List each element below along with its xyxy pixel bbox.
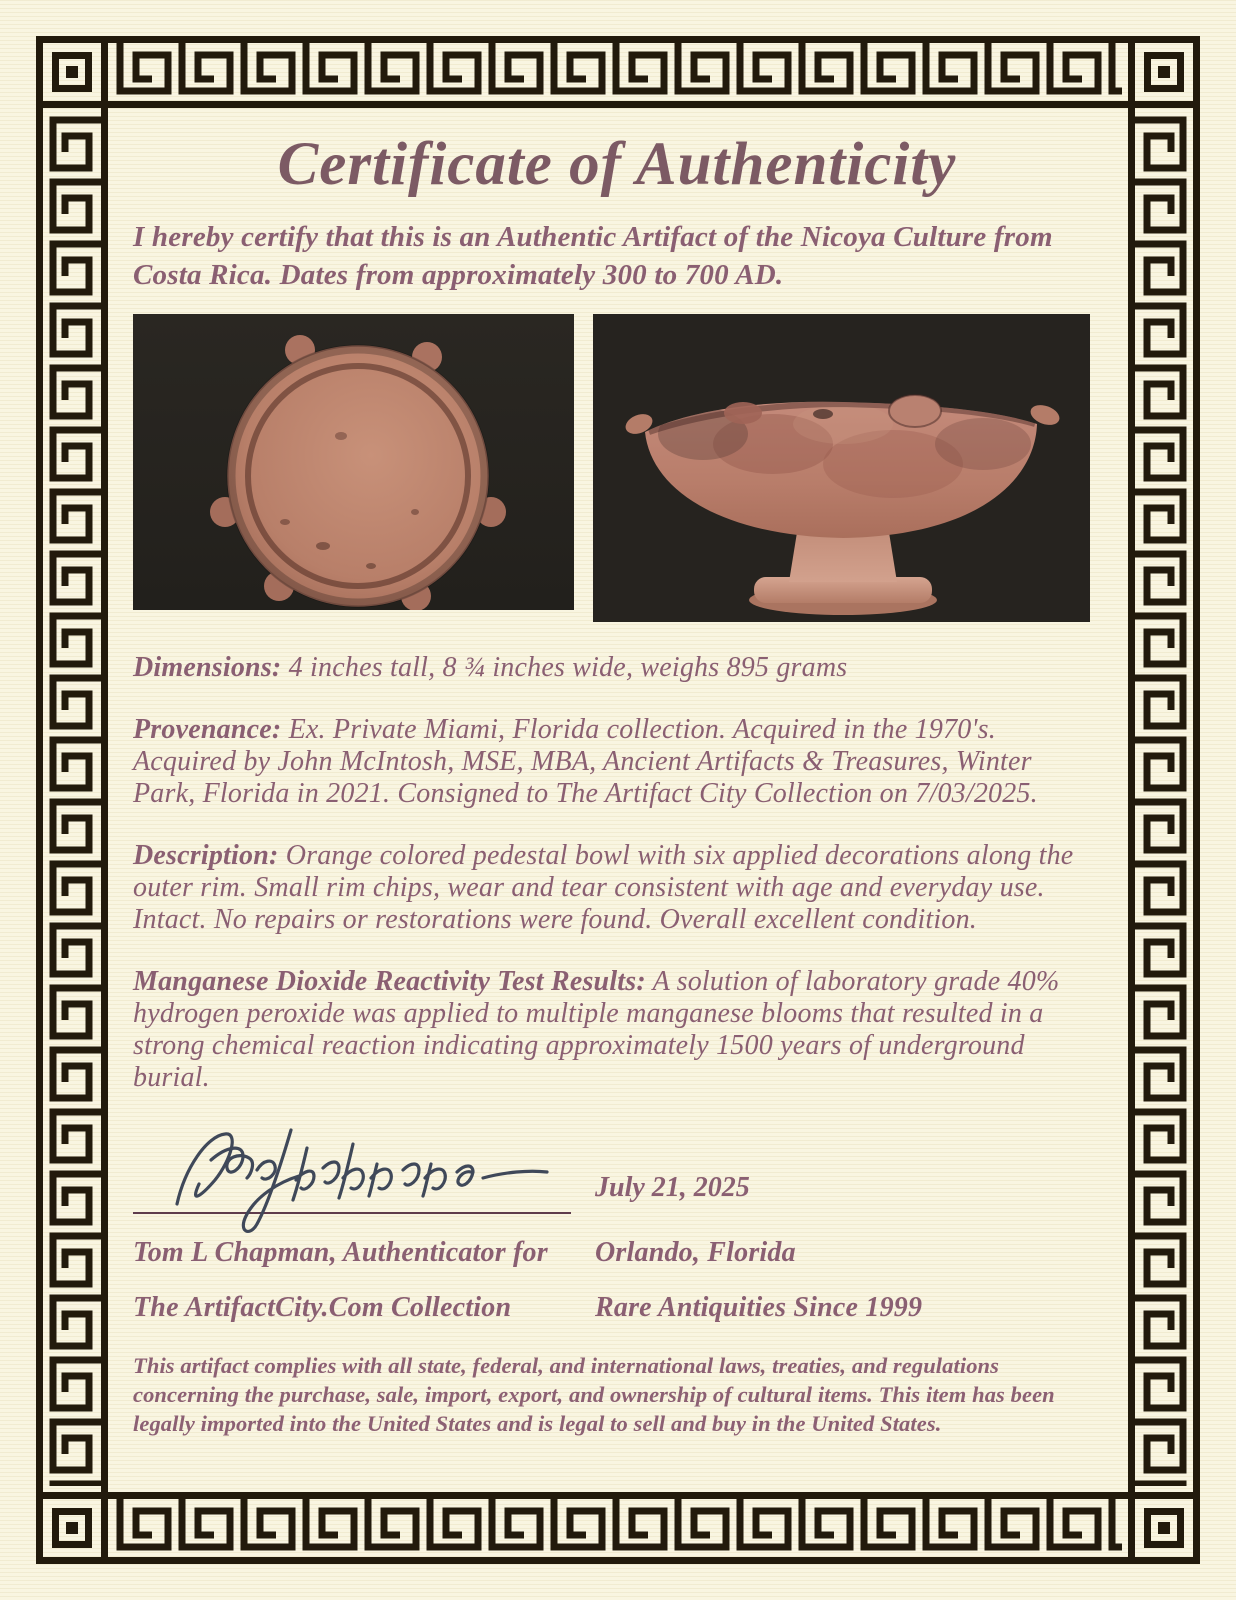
dimensions-section bbox=[133, 652, 1101, 684]
border-corner-top-left bbox=[40, 40, 105, 105]
page-title: Certificate of Authenticity bbox=[277, 131, 957, 198]
certificate-content bbox=[133, 118, 1101, 1438]
description-section bbox=[133, 840, 1101, 936]
legal-compliance-text: This artifact complies with all state, federal, and international laws, treaties, and regulations concerning the purchase, sale, import, export, and ownership of cultural items. This item has been legally imported into the United States and is legal to sell and buy in the United States. bbox=[133, 1352, 1055, 1436]
description-text: Orange colored pedestal bowl with six applied decorations along the outer rim. Small rim chips, wear and tear consistent with age and everyday use. Intact. No repairs or restorations were found. Overall excellent condition. bbox=[133, 839, 1074, 935]
collection-name: The ArtifactCity.Com Collection bbox=[133, 1291, 512, 1323]
border-corner-bottom-left bbox=[40, 1496, 105, 1561]
artifact-photos bbox=[133, 314, 1101, 622]
dimensions-label: Dimensions: bbox=[133, 651, 282, 683]
collection-tagline: Rare Antiquities Since 1999 bbox=[595, 1291, 923, 1323]
description-label: Description: bbox=[133, 839, 279, 871]
certificate-date: July 21, 2025 bbox=[595, 1171, 750, 1203]
signature-handwriting bbox=[159, 1116, 559, 1228]
authenticator-name: Tom L Chapman, Authenticator for bbox=[133, 1236, 548, 1268]
provenance-section bbox=[133, 714, 1101, 810]
collection-row bbox=[133, 1292, 1101, 1324]
border-corner-bottom-right bbox=[1132, 1496, 1197, 1561]
artifact-top-view-image bbox=[133, 314, 574, 610]
authenticator-row bbox=[133, 1237, 1101, 1269]
certificate-location: Orlando, Florida bbox=[595, 1236, 796, 1268]
test-results-section bbox=[133, 966, 1101, 1094]
signature-line bbox=[133, 1118, 571, 1214]
border-corner-top-right bbox=[1132, 40, 1197, 105]
dimensions-text: 4 inches tall, 8 ¾ inches wide, weighs 895 grams bbox=[288, 651, 848, 683]
test-results-label: Manganese Dioxide Reactivity Test Results: bbox=[133, 965, 646, 997]
signature-block bbox=[133, 1118, 1101, 1214]
provenance-label: Provenance: bbox=[133, 713, 282, 745]
test-results-text: A solution of laboratory grade 40% hydrogen peroxide was applied to multiple manganese blooms that resulted in a strong chemical reaction indicating approximately 1500 years of underground burial. bbox=[133, 965, 1060, 1093]
artifact-photo-top-view bbox=[133, 314, 574, 610]
artifact-side-view-image bbox=[593, 314, 1090, 622]
certification-statement: I hereby certify that this is an Authentic Artifact of the Nicoya Culture from Costa Rica. Dates from approximately 300 to 700 AD. bbox=[133, 220, 1053, 291]
provenance-text: Ex. Private Miami, Florida collection. Acquired in the 1970's. Acquired by John McIntosh, MSE, MBA, Ancient Artifacts & Treasures, Winter Park, Florida in 2021. Consigned to The Artifact City Collection on 7/03/2025. bbox=[133, 713, 1038, 809]
artifact-photo-side-view bbox=[593, 314, 1090, 622]
